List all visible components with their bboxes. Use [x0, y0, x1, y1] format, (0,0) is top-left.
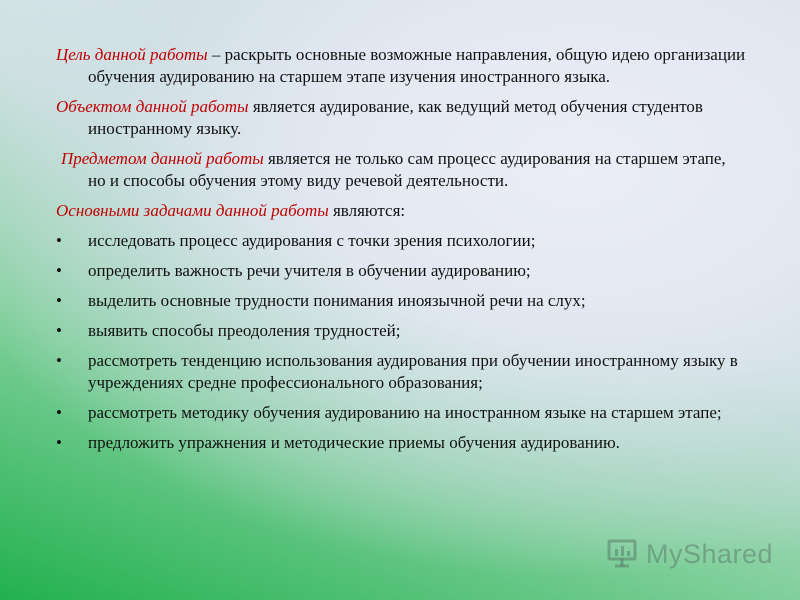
list-item	[56, 402, 746, 424]
tasks-paragraph	[56, 200, 746, 222]
watermark-logo	[606, 536, 774, 572]
slide-content	[56, 44, 746, 462]
list-item	[56, 260, 746, 282]
goal-lead: Цель данной работы	[56, 45, 208, 64]
watermark-text: MyShared	[646, 538, 774, 569]
tasks-list	[56, 230, 746, 454]
goal-paragraph	[56, 44, 746, 88]
subject-paragraph	[56, 148, 746, 192]
object-text: является аудирование, как ведущий метод обучения студентов иностранному языку.	[88, 97, 703, 138]
bullet-icon: •	[56, 351, 62, 370]
list-item-text: исследовать процесс аудирования с точки зрения психологии;	[88, 231, 536, 250]
list-item-text: предложить упражнения и методические приемы обучения аудированию.	[88, 433, 620, 452]
goal-text: – раскрыть основные возможные направления, общую идею организации обучения аудированию на старшем этапе изучения иностранного языка.	[88, 45, 746, 86]
tasks-lead: Основными задачами данной работы	[56, 201, 329, 220]
subject-text: является не только сам процесс аудирования на старшем этапе, но и способы обучения этому виду речевой деятельности.	[88, 149, 726, 190]
list-item-text: рассмотреть методику обучения аудированию на иностранном языке на старшем этапе;	[88, 403, 722, 422]
list-item-text: выявить способы преодоления трудностей;	[88, 321, 401, 340]
bullet-icon: •	[56, 433, 62, 452]
bullet-icon: •	[56, 291, 62, 310]
bullet-icon: •	[56, 261, 62, 280]
list-item-text: выделить основные трудности понимания иноязычной речи на слух;	[88, 291, 586, 310]
list-item	[56, 350, 746, 394]
bullet-icon: •	[56, 231, 62, 250]
presentation-board-icon	[606, 535, 640, 574]
list-item	[56, 230, 746, 252]
list-item	[56, 320, 746, 342]
list-item-text: рассмотреть тенденцию использования аудирования при обучении иностранному языку в учреждениях средне профессионального образования;	[88, 351, 738, 392]
list-item	[56, 432, 746, 454]
bullet-icon: •	[56, 321, 62, 340]
bullet-icon: •	[56, 403, 62, 422]
list-item	[56, 290, 746, 312]
object-lead: Объектом данной работы	[56, 97, 249, 116]
subject-lead: Предметом данной работы	[61, 149, 264, 168]
object-paragraph	[56, 96, 746, 140]
tasks-text: являются:	[328, 201, 406, 220]
list-item-text: определить важность речи учителя в обучении аудированию;	[88, 261, 531, 280]
